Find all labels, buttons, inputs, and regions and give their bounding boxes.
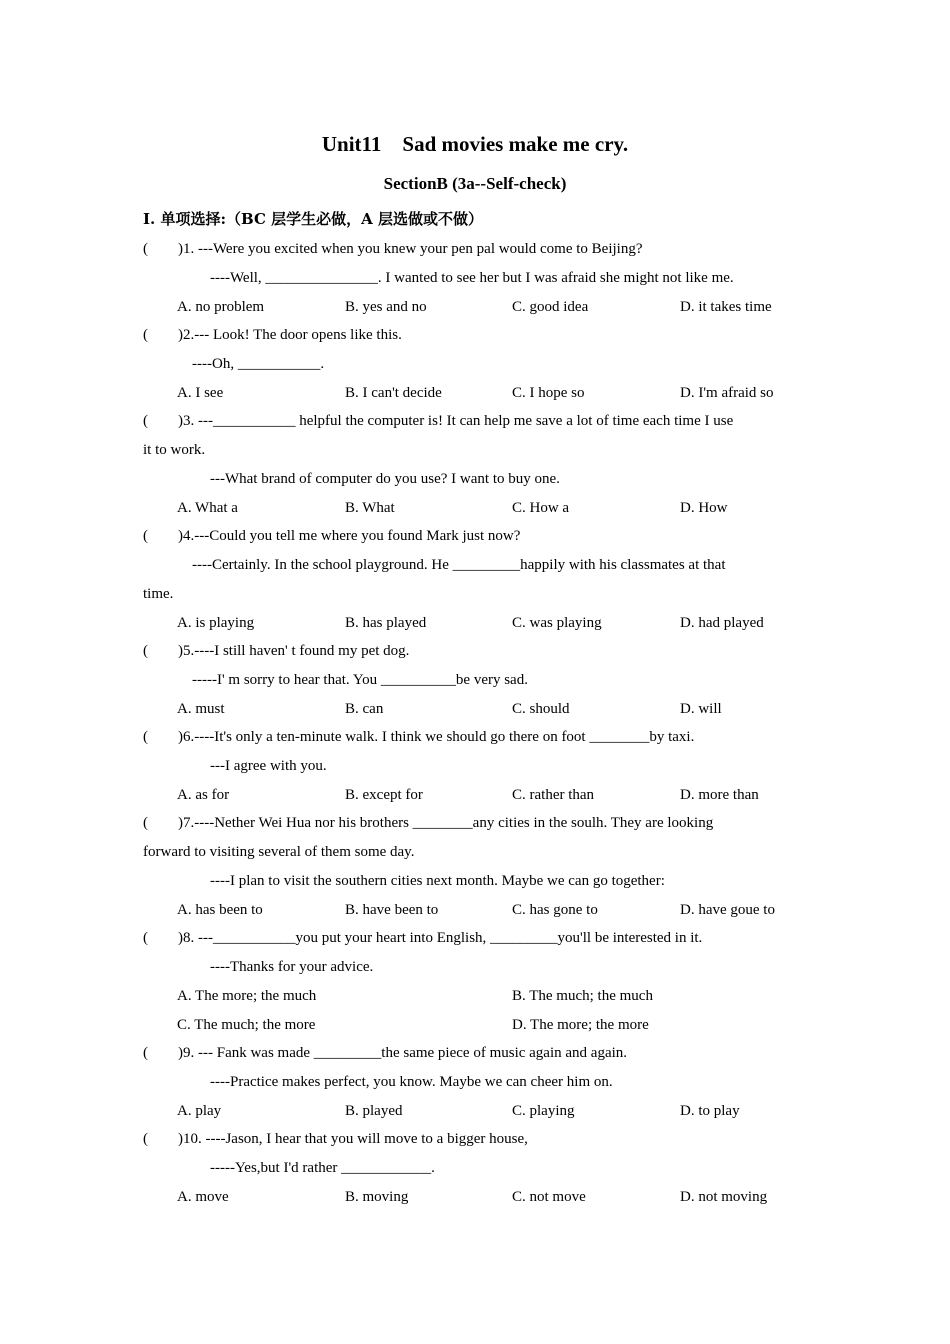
option-a: A. I see: [177, 385, 224, 401]
option-c: C. I hope so: [512, 385, 585, 401]
option-c: C. was playing: [512, 615, 602, 631]
option-d: D. not moving: [680, 1189, 768, 1205]
option-a: A. play: [177, 1103, 222, 1119]
question-reply: ----Oh, ___________.: [192, 356, 325, 372]
option-a: A. must: [177, 701, 225, 717]
question-reply: -----I' m sorry to hear that. You __________be very sad.: [192, 672, 528, 688]
option-d: D. had played: [680, 615, 764, 631]
question-stem: ( )2.--- Look! The door opens like this.: [143, 327, 402, 343]
option-a: A. move: [177, 1189, 229, 1205]
question-reply: ----Well, _______________. I wanted to see her but I was afraid she might not like me.: [210, 270, 734, 286]
question-stem: ( )3. ---___________ helpful the computer is! It can help me save a lot of time each time I use: [143, 413, 734, 429]
question-reply: -----Yes,but I'd rather ____________.: [210, 1160, 435, 1176]
option-a: A. The more; the much: [177, 988, 317, 1004]
question-stem: ( )10. ----Jason, I hear that you will move to a bigger house,: [143, 1131, 528, 1147]
question-reply: ----Practice makes perfect, you know. Maybe we can cheer him on.: [210, 1074, 613, 1090]
option-b: B. I can't decide: [345, 385, 442, 401]
question-stem-continuation: forward to visiting several of them some day.: [143, 844, 415, 860]
option-a: A. What a: [177, 500, 238, 516]
option-b: B. moving: [345, 1189, 409, 1205]
question-reply: ---I agree with you.: [210, 758, 327, 774]
question-stem: ( )6.----It's only a ten-minute walk. I think we should go there on foot ________by taxi.: [143, 729, 695, 745]
section-subtitle: SectionB (3a--Self-check): [383, 174, 567, 193]
question-stem: ( )4.---Could you tell me where you found Mark just now?: [143, 528, 521, 544]
question-reply: ----Certainly. In the school playground. He _________happily with his classmates at that: [192, 557, 726, 573]
section-heading: I. 单项选择:（BC 层学生必做，A 层选做或不做）: [143, 210, 483, 228]
option-b: B. except for: [345, 787, 423, 803]
option-d: D. The more; the more: [512, 1017, 649, 1033]
option-c: C. not move: [512, 1189, 586, 1205]
question-reply: ---What brand of computer do you use? I want to buy one.: [210, 471, 560, 487]
question-stem: ( )7.----Nether Wei Hua nor his brothers ________any cities in the soulh. They are looking: [143, 815, 714, 831]
question-stem: ( )1. ---Were you excited when you knew your pen pal would come to Beijing?: [143, 241, 643, 257]
option-c: C. playing: [512, 1103, 575, 1119]
option-b: B. yes and no: [345, 299, 427, 315]
question-stem: ( )8. ---___________you put your heart into English, _________you'll be interested in it.: [143, 930, 703, 946]
option-d: D. more than: [680, 787, 759, 803]
option-c: C. The much; the more: [177, 1017, 316, 1033]
option-c: C. should: [512, 701, 570, 717]
option-c: C. has gone to: [512, 902, 598, 918]
option-b: B. The much; the much: [512, 988, 653, 1004]
option-d: D. it takes time: [680, 299, 772, 315]
option-b: B. played: [345, 1103, 403, 1119]
option-a: A. as for: [177, 787, 230, 803]
option-d: D. How: [680, 500, 728, 516]
question-reply: ----Thanks for your advice.: [210, 959, 374, 975]
option-b: B. has played: [345, 615, 427, 631]
question-reply-continuation: time.: [143, 586, 174, 602]
page-title: Unit11 Sad movies make me cry.: [321, 132, 629, 156]
question-stem: ( )5.----I still haven' t found my pet dog.: [143, 643, 410, 659]
option-d: D. to play: [680, 1103, 740, 1119]
option-b: B. have been to: [345, 902, 439, 918]
option-a: A. is playing: [177, 615, 255, 631]
option-b: B. What: [345, 500, 395, 516]
option-d: D. I'm afraid so: [680, 385, 774, 401]
option-a: A. no problem: [177, 299, 265, 315]
question-reply: ----I plan to visit the southern cities next month. Maybe we can go together:: [210, 873, 665, 889]
question-stem-continuation: it to work.: [143, 442, 206, 458]
option-c: C. How a: [512, 500, 570, 516]
option-c: C. good idea: [512, 299, 589, 315]
option-a: A. has been to: [177, 902, 263, 918]
option-c: C. rather than: [512, 787, 595, 803]
question-stem: ( )9. --- Fank was made _________the same piece of music again and again.: [143, 1045, 628, 1061]
option-d: D. have goue to: [680, 902, 775, 918]
option-d: D. will: [680, 701, 722, 717]
option-b: B. can: [345, 701, 384, 717]
